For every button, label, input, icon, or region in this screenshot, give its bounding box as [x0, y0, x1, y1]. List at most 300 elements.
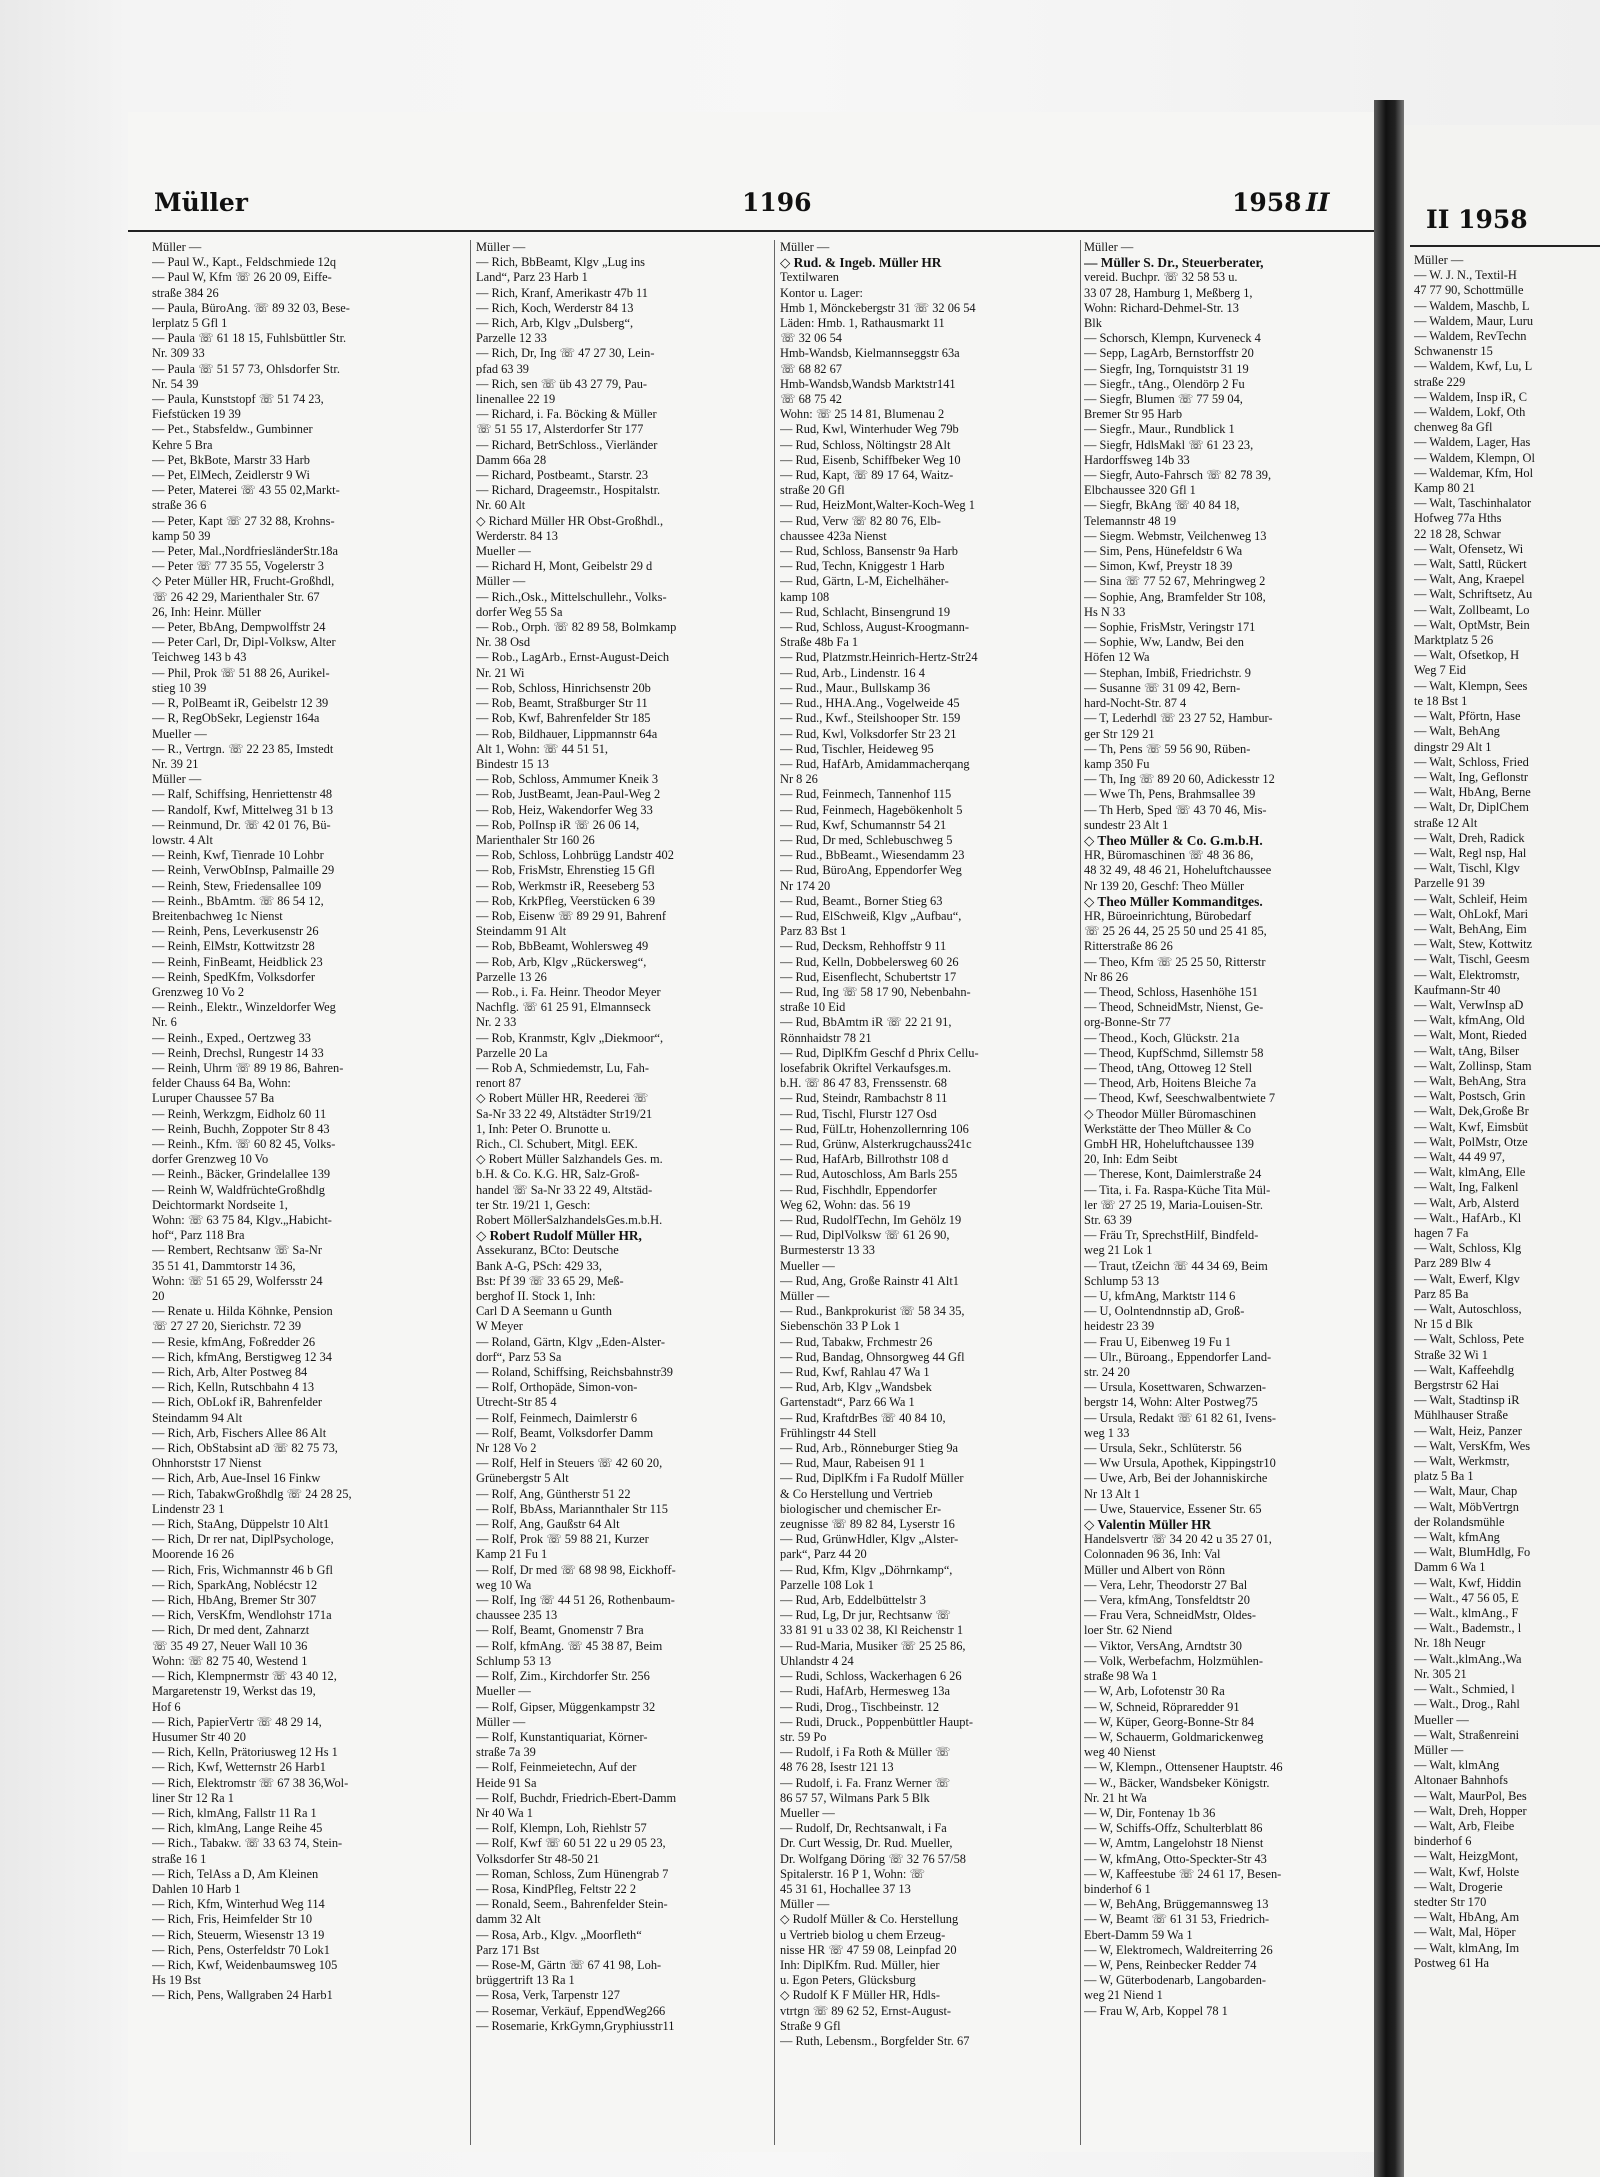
entry-line: — Rosemarie, KrkGymn,Gryphiusstr11: [476, 2018, 675, 2033]
entry-line: straße 16 1: [152, 1851, 207, 1866]
entry-line: 45 31 61, Hochallee 37 13: [780, 1881, 911, 1896]
entry-line: — Rob, Beamt, Straßburger Str 11: [476, 696, 648, 711]
entry-line: Rönnhaidstr 78 21: [780, 1030, 872, 1045]
entry-line: Müller —: [476, 1714, 526, 1729]
entry-line: sundestr 23 Alt 1: [1084, 817, 1169, 832]
entry-line: felder Chauss 64 Ba, Wohn:: [152, 1076, 291, 1091]
entry-line: Mueller —: [152, 726, 207, 741]
entry-line: ter Str. 19/21 1, Gesch:: [476, 1197, 591, 1212]
entry-line: — Rud, Kfm, Klgv „Döhrnkamp“,: [780, 1562, 953, 1577]
entry-line: — Rolf, Ing ☏ 44 51 26, Rothenbaum-: [476, 1593, 675, 1608]
entry-line: — Rolf, Beamt, Gnomenstr 7 Bra: [476, 1623, 644, 1638]
next-page-line: — Walt, OptMstr, Bein: [1414, 617, 1530, 632]
entry-line: ☏ 26 42 29, Marienthaler Str. 67: [152, 589, 320, 604]
entry-line: Frühlingstr 44 Stell: [780, 1425, 877, 1440]
entry-line: Mueller —: [476, 544, 531, 559]
entry-line: — R., Vertrgn. ☏ 22 23 85, Imstedt: [152, 741, 334, 756]
entry-line: ◇ Peter Müller HR, Frucht-Großhdl,: [152, 574, 335, 589]
entry-line: Utrecht-Str 85 4: [476, 1395, 557, 1410]
next-page-line: — Walt, Kwf, Hiddin: [1414, 1575, 1522, 1590]
entry-line: — U, Oolntendnnstip aD, Groß-: [1084, 1304, 1245, 1319]
entry-line: ☏ 32 06 54: [780, 331, 842, 346]
entry-line: Dr. Wolfgang Döring ☏ 32 76 57/58: [780, 1851, 967, 1866]
entry-line: Blk: [1084, 316, 1102, 331]
column-divider-1: [470, 240, 471, 2145]
next-page-line: — Walt, Arb, Alsterd: [1414, 1195, 1520, 1210]
entry-line: Assekuranz, BCto: Deutsche: [476, 1243, 619, 1258]
entry-line: ◇ Rudolf Müller & Co. Herstellung: [780, 1912, 959, 1927]
entry-line: — Peter, Mal.,NordfriesländerStr.18a: [152, 544, 339, 559]
entry-line: Kamp 21 Fu 1: [476, 1547, 548, 1562]
entry-line: Dr. Curt Wessig, Dr. Rud. Mueller,: [780, 1836, 953, 1851]
entry-line: Nr 86 26: [1084, 969, 1129, 984]
entry-line: Hmb 1, Mönckebergstr 31 ☏ 32 06 54: [780, 300, 976, 315]
entry-line: — W., Bäcker, Wandsbeker Königstr.: [1084, 1775, 1270, 1790]
entry-line: — Rud., Bankprokurist ☏ 58 34 35,: [780, 1304, 965, 1319]
entry-line: — Rich, Fris, Heimfelder Str 10: [152, 1912, 313, 1927]
entry-line: — Rich, sen ☏ üb 43 27 79, Pau-: [476, 376, 648, 391]
entry-line: — Theod, tAng, Ottoweg 12 Stell: [1084, 1060, 1253, 1075]
entry-line: Carl D A Seemann u Gunth: [476, 1304, 612, 1319]
entry-line: Volksdorfer Str 48-50 21: [476, 1851, 600, 1866]
next-page-line: — Walt, Schloss, Fried: [1414, 754, 1529, 769]
entry-line: — Therese, Kont, Daimlerstraße 24: [1084, 1167, 1262, 1182]
entry-line: — Paul W., Kapt., Feldschmiede 12q: [152, 255, 337, 270]
next-page-line: Mueller —: [1414, 1712, 1469, 1727]
entry-line: Nr. 2 33: [476, 1015, 517, 1030]
next-page-line: 22 18 28, Schwar: [1414, 526, 1501, 541]
entry-line: — Rudi, Schloss, Wackerhagen 6 26: [780, 1669, 962, 1684]
entry-line: ◇ Theodor Müller Büromaschinen: [1084, 1106, 1257, 1121]
next-page-line: — Waldem, Lokf, Oth: [1414, 405, 1526, 420]
entry-line: — T, Lederhdl ☏ 23 27 52, Hambur-: [1084, 711, 1273, 726]
entry-line: — Rud, Ing ☏ 58 17 90, Nebenbahn-: [780, 984, 971, 999]
next-page-line: — Walt, Ofsetkop, H: [1414, 648, 1520, 663]
entry-line: ☏ 35 49 27, Neuer Wall 10 36: [152, 1638, 308, 1653]
entry-line: Kehre 5 Bra: [152, 437, 213, 452]
next-page-partial: [1404, 125, 1600, 2177]
entry-line: — Rudi, Drog., Tischbeinstr. 12: [780, 1699, 940, 1714]
entry-line: — Rich, Steuerm, Wiesenstr 13 19: [152, 1927, 325, 1942]
next-page-line: — Walt, Stew, Kottwitz: [1414, 937, 1533, 952]
entry-line: — Schorsch, Klempn, Kurveneck 4: [1084, 331, 1261, 346]
entry-line: ◇ Richard Müller HR Obst-Großhdl.,: [476, 513, 664, 528]
entry-line: — W, Schneid, Röpraredder 91: [1084, 1699, 1240, 1714]
entry-line: — Rich, ObLokf iR, Bahrenfelder: [152, 1395, 322, 1410]
entry-line: — Wwe Th, Pens, Brahmsallee 39: [1084, 787, 1256, 802]
entry-line: b.H. ☏ 86 47 83, Frenssenstr. 68: [780, 1076, 947, 1091]
entry-line: Steindamm 91 Alt: [476, 924, 567, 939]
entry-line: Wohn: ☏ 25 14 81, Blumenau 2: [780, 407, 945, 422]
entry-line: — Rolf, kfmAng. ☏ 45 38 87, Beim: [476, 1638, 663, 1653]
entry-line: — Th, Pens ☏ 59 56 90, Rüben-: [1084, 741, 1251, 756]
column-divider-2: [774, 240, 775, 2145]
entry-line: — Rudi, HafArb, Hermesweg 13a: [780, 1684, 950, 1699]
entry-line: — Rud, Kwf, Schumannstr 54 21: [780, 817, 947, 832]
entry-line: — Reinh., Elektr., Winzeldorfer Weg: [152, 1000, 336, 1015]
entry-line: — Rich, Kelln, Rutschbahn 4 13: [152, 1380, 315, 1395]
entry-line: — Rudi, Druck., Poppenbüttler Haupt-: [780, 1714, 974, 1729]
next-page-line: — Walt., Bademstr., l: [1414, 1621, 1522, 1636]
entry-line: — Rosa, KindPfleg, Feltstr 22 2: [476, 1881, 637, 1896]
entry-line: — Paula, BüroAng. ☏ 89 32 03, Bese-: [152, 300, 350, 315]
entry-line: Husumer Str 40 20: [152, 1729, 246, 1744]
entry-line: — R, PolBeamt iR, Geibelstr 12 39: [152, 696, 329, 711]
entry-line: chaussee 235 13: [476, 1608, 558, 1623]
entry-line: — Sophie, FrisMstr, Veringstr 171: [1084, 620, 1256, 635]
entry-line: chaussee 423a Nienst: [780, 528, 887, 543]
entry-line: — Ursula, Kosettwaren, Schwarzen-: [1084, 1380, 1267, 1395]
entry-line: — Reinh, Werkzgm, Eidholz 60 11: [152, 1106, 327, 1121]
next-page-line: — Walt.,klmAng.,Wa: [1414, 1651, 1522, 1666]
entry-line: — Siegfr., tAng., Olendörp 2 Fu: [1084, 376, 1245, 391]
entry-line: — Rud, HeizMont,Walter-Koch-Weg 1: [780, 498, 975, 513]
next-page-line: — Walt., Drog., Rahl: [1414, 1697, 1520, 1712]
entry-line: — Siegm. Webmstr, Veilchenweg 13: [1084, 528, 1267, 543]
entry-line: 20: [152, 1289, 165, 1304]
next-page-line: — Walt, Straßenreini: [1414, 1727, 1520, 1742]
entry-line: Parzelle 108 Lok 1: [780, 1577, 874, 1592]
entry-line: Uhlandstr 4 24: [780, 1653, 854, 1668]
next-page-line: dingstr 29 Alt 1: [1414, 739, 1492, 754]
entry-line: — Sophie, Ang, Bramfelder Str 108,: [1084, 589, 1266, 604]
next-page-line: — Walt, VerwInsp aD: [1414, 997, 1524, 1012]
entry-line: ◇ Theo Müller Kommanditges.: [1084, 893, 1263, 909]
entry-line: — Tita, i. Fa. Raspa-Küche Tita Mül-: [1084, 1182, 1271, 1197]
entry-line: — Volk, Werbefachm, Holzmühlen-: [1084, 1653, 1263, 1668]
entry-line: Nr. 309 33: [152, 346, 205, 361]
header-name: Müller: [154, 188, 248, 217]
next-page-line: — Walt., 47 56 05, E: [1414, 1590, 1519, 1605]
entry-line: Lindenstr 23 1: [152, 1501, 225, 1516]
entry-line: Hof 6: [152, 1699, 181, 1714]
entry-line: — Rud, Arb, Klgv „Wandsbek: [780, 1380, 932, 1395]
entry-line: — Rudolf, i. Fa. Franz Werner ☏: [780, 1775, 951, 1790]
next-page-line: — Walt, PolMstr, Otze: [1414, 1134, 1528, 1149]
entry-line: — W, Elektromech, Waldreiterring 26: [1084, 1942, 1273, 1957]
entry-line: dorfer Weg 55 Sa: [476, 604, 563, 619]
entry-line: 33 81 91 u 33 02 38, Kl Reichenstr 1: [780, 1623, 964, 1638]
entry-line: brüggertrift 13 Ra 1: [476, 1973, 575, 1988]
next-page-line: — Walt, Zollbeamt, Lo: [1414, 602, 1530, 617]
entry-line: — Rolf, Prok ☏ 59 88 21, Kurzer: [476, 1532, 649, 1547]
entry-line: — Rich, Pens, Osterfeldstr 70 Lok1: [152, 1942, 330, 1957]
entry-line: Straße 9 Gfl: [780, 2018, 841, 2033]
next-page-line: — Walt, MaurPol, Bes: [1414, 1788, 1527, 1803]
entry-line: ◇ Theo Müller & Co. G.m.b.H.: [1084, 832, 1263, 848]
entry-line: Elbchaussee 320 Gfl 1: [1084, 483, 1196, 498]
entry-line: Parz 171 Bst: [476, 1942, 540, 1957]
entry-line: — Reinh W, WaldfrüchteGroßhdlg: [152, 1182, 325, 1197]
entry-line: — Siegfr, BkAng ☏ 40 84 18,: [1084, 498, 1240, 513]
entry-line: — Frau U, Eibenweg 19 Fu 1: [1084, 1334, 1231, 1349]
entry-line: — W, Klempn., Ottensener Hauptstr. 46: [1084, 1760, 1283, 1775]
entry-line: weg 10 Wa: [476, 1577, 532, 1592]
entry-line: Nachflg. ☏ 61 25 91, Elmannseck: [476, 1000, 651, 1015]
entry-line: Hs N 33: [1084, 604, 1126, 619]
entry-line: — Sepp, LagArb, Bernstorffstr 20: [1084, 346, 1254, 361]
entry-line: — Roman, Schloss, Zum Hünengrab 7: [476, 1866, 669, 1881]
entry-line: — Rich, SparkAng, Noblécstr 12: [152, 1577, 318, 1592]
entry-line: ☏ 68 82 67: [780, 361, 842, 376]
next-page-line: Postweg 61 Ha: [1414, 1955, 1490, 1970]
next-page-line: — Walt, Werkmstr,: [1414, 1454, 1510, 1469]
entry-line: — Rich, Kelln, Prätoriusweg 12 Hs 1: [152, 1745, 338, 1760]
next-page-line: Schwanenstr 15: [1414, 344, 1493, 359]
entry-line: — Ralf, Schiffsing, Henriettenstr 48: [152, 787, 333, 802]
entry-line: — Rud, BbAmtm iR ☏ 22 21 91,: [780, 1015, 952, 1030]
next-page-line: — Walt, HbAng, Berne: [1414, 785, 1531, 800]
entry-line: — Rich, Kfm, Winterhud Weg 114: [152, 1897, 325, 1912]
entry-line: — Rob, Eisenw ☏ 89 29 91, Bahrenf: [476, 908, 666, 923]
entry-line: Mueller —: [476, 1684, 531, 1699]
entry-line: — W, Güterbodenarb, Langobarden-: [1084, 1973, 1267, 1988]
entry-line: — Rud, Techn, Kniggestr 1 Harb: [780, 559, 945, 574]
entry-line: — Rich, klmAng, Lange Reihe 45: [152, 1821, 323, 1836]
entry-line: ☏ 27 27 20, Sierichstr. 72 39: [152, 1319, 302, 1334]
entry-line: Bindestr 15 13: [476, 756, 549, 771]
entry-line: — Traut, tZeichn ☏ 44 34 69, Beim: [1084, 1258, 1268, 1273]
entry-line: Teichweg 143 b 43: [152, 650, 247, 665]
entry-line: — Rolf, Gipser, Müggenkampstr 32: [476, 1699, 656, 1714]
entry-line: — Paula ☏ 51 57 73, Ohlsdorfer Str.: [152, 361, 340, 376]
entry-line: Bank A-G, PSch: 429 33,: [476, 1258, 602, 1273]
entry-line: — Rud, Steindr, Rambachstr 8 11: [780, 1091, 948, 1106]
entry-line: — Rud, HafArb, Amidammacherqang: [780, 756, 970, 771]
entry-line: — Rich, Arb, Fischers Allee 86 Alt: [152, 1425, 327, 1440]
entry-line: Müller —: [780, 1897, 830, 1912]
entry-line: — W, Schiffs-Offz, Schulterblatt 86: [1084, 1821, 1263, 1836]
entry-line: Läden: Hmb. 1, Rathausmarkt 11: [780, 316, 945, 331]
entry-line: Werderstr. 84 13: [476, 528, 558, 543]
entry-line: — Theod, Schloss, Hasenhöhe 151: [1084, 984, 1258, 999]
entry-line: kamp 108: [780, 589, 830, 604]
entry-line: — Reinh., Kfm. ☏ 60 82 45, Volks-: [152, 1136, 336, 1151]
next-page-line: — Walt, Dr, DiplChem: [1414, 800, 1529, 815]
entry-line: — Rud, Schloss, August-Kroogmann-: [780, 620, 969, 635]
entry-line: — Reinh., BbAmtm. ☏ 86 54 12,: [152, 893, 324, 908]
entry-line: Kontor u. Lager:: [780, 285, 863, 300]
entry-line: 20, Inh: Edm Seibt: [1084, 1152, 1178, 1167]
entry-line: — Rob, KrkPfleg, Veerstücken 6 39: [476, 893, 656, 908]
entry-line: — Rud, Arb., Rönneburger Stieg 9a: [780, 1441, 959, 1456]
entry-line: — Rich, Dr med dent, Zahnarzt: [152, 1623, 310, 1638]
entry-line: — Sim, Pens, Hünefeldstr 6 Wa: [1084, 544, 1243, 559]
next-page-line: — Walt, BehAng, Stra: [1414, 1073, 1526, 1088]
entry-line: — Theod., Koch, Glückstr. 21a: [1084, 1030, 1240, 1045]
next-page-line: — Walt, Ing, Geflonstr: [1414, 769, 1529, 784]
entry-line: pfad 63 39: [476, 361, 529, 376]
entry-line: vereid. Buchpr. ☏ 32 58 53 u.: [1084, 270, 1238, 285]
entry-line: — Rud, RudolfTechn, Im Gehölz 19: [780, 1213, 962, 1227]
entry-line: park“, Parz 44 20: [780, 1547, 867, 1562]
entry-line: — Rud, Bandag, Ohnsorgweg 44 Gfl: [780, 1349, 965, 1364]
entry-line: 35 51 41, Dammtorstr 14 36,: [152, 1258, 296, 1273]
next-page-line: — Walt., Schmied, l: [1414, 1682, 1515, 1697]
entry-line: — Rud, Schlacht, Binsengrund 19: [780, 604, 951, 619]
entry-line: — Rob, Kwf, Bahrenfelder Str 185: [476, 711, 651, 726]
entry-line: Nr 8 26: [780, 772, 818, 787]
entry-line: weg 40 Nienst: [1084, 1745, 1156, 1760]
entry-line: org-Bonne-Str 77: [1084, 1015, 1171, 1030]
entry-line: — Richard, Drageemstr., Hospitalstr.: [476, 483, 661, 498]
next-page-line: Parzelle 91 39: [1414, 876, 1485, 891]
next-page-line: — Walt, OhLokf, Mari: [1414, 906, 1529, 921]
entry-line: — Rolf, Kunstantiquariat, Körner-: [476, 1729, 648, 1744]
entry-line: Mueller —: [780, 1805, 835, 1820]
next-page-line: — Walt, Maur, Chap: [1414, 1484, 1518, 1499]
entry-line: HR, Büroeinrichtung, Bürobedarf: [1084, 908, 1252, 923]
entry-line: kamp 50 39: [152, 528, 211, 543]
entry-line: Parzelle 13 26: [476, 969, 547, 984]
entry-line: — Rud, Ang, Große Rainstr 41 Alt1: [780, 1273, 959, 1288]
next-page-line: — Walt, klmAng, Im: [1414, 1940, 1520, 1955]
next-page-line: platz 5 Ba 1: [1414, 1469, 1474, 1484]
entry-line: — W, Schauerm, Goldmarickenweg: [1084, 1729, 1264, 1744]
entry-line: — Rosemar, Verkäuf, EppendWeg266: [476, 2003, 666, 2018]
next-page-line: Nr. 305 21: [1414, 1666, 1467, 1681]
entry-line: — Rud., Maur., Bullskamp 36: [780, 680, 931, 695]
entry-line: — Rich, Kwf, Weidenbaumsweg 105: [152, 1957, 338, 1972]
entry-line: Schlump 53 13: [1084, 1273, 1160, 1288]
entry-line: — Rudolf, i Fa Roth & Müller ☏: [780, 1745, 951, 1760]
entry-line: — Rud, Beamt., Borner Stieg 63: [780, 893, 943, 908]
next-page-line: Hofweg 77a Hths: [1414, 511, 1502, 526]
entry-line: — Rud, HafArb, Billrothstr 108 d: [780, 1152, 949, 1167]
entry-line: — Rud-Maria, Musiker ☏ 25 25 86,: [780, 1638, 966, 1653]
entry-line: — Reinh, Buchh, Zoppoter Str 8 43: [152, 1121, 330, 1136]
next-page-line: straße 229: [1414, 374, 1466, 389]
entry-line: nisse HR ☏ 47 59 08, Leinpfad 20: [780, 1942, 957, 1957]
next-page-line: — Waldemar, Kfm, Hol: [1414, 465, 1534, 480]
entry-line: Siebenschön 33 P Lok 1: [780, 1319, 900, 1334]
next-page-line: Marktplatz 5 26: [1414, 633, 1494, 648]
entry-line: — Rud, Arb, Eddelbüttelstr 3: [780, 1593, 926, 1608]
entry-line: Müller —: [1084, 240, 1134, 254]
entry-line: — W, Pens, Reinbecker Redder 74: [1084, 1957, 1257, 1972]
entry-line: Bremer Str 95 Harb: [1084, 407, 1183, 422]
next-page-line: — Waldem, Lager, Has: [1414, 435, 1531, 450]
next-page-line: Nr 15 d Blk: [1414, 1317, 1473, 1332]
entry-line: hard-Nocht-Str. 87 4: [1084, 696, 1187, 711]
entry-line: — Roland, Gärtn, Klgv „Eden-Alster-: [476, 1334, 666, 1349]
entry-line: — Rolf, Klempn, Loh, Riehlstr 57: [476, 1821, 647, 1836]
entry-line: bergstr 14, Wohn: Alter Postweg75: [1084, 1395, 1258, 1410]
entry-line: 33 07 28, Hamburg 1, Meßberg 1,: [1084, 285, 1253, 300]
entry-line: — Rud, Verw ☏ 82 80 76, Elb-: [780, 513, 941, 528]
column-2: [476, 240, 768, 2034]
entry-line: — Rud, Platzmstr.Heinrich-Hertz-Str24: [780, 650, 978, 665]
entry-line: — Rud, BüroAng, Eppendorfer Weg: [780, 863, 962, 878]
entry-line: GmbH HR, Hoheluftchaussee 139: [1084, 1136, 1254, 1151]
entry-line: — Reinh, Kwf, Tienrade 10 Lohbr: [152, 848, 324, 863]
entry-line: lerplatz 5 Gfl 1: [152, 316, 228, 331]
entry-line: — Rob., LagArb., Ernst-August-Deich: [476, 650, 670, 665]
entry-line: — Rud, Kelln, Dobbelersweg 60 26: [780, 954, 959, 969]
entry-line: — Rich, TabakwGroßhdlg ☏ 24 28 25,: [152, 1486, 352, 1501]
entry-line: — Ulr., Büroang., Eppendorfer Land-: [1084, 1349, 1272, 1364]
next-page-line: Kaufmann-Str 40: [1414, 982, 1501, 997]
next-page-line: Kamp 80 21: [1414, 481, 1476, 496]
entry-line: — Vera, kfmAng, Tonsfeldtstr 20: [1084, 1593, 1250, 1608]
entry-line: Nr. 38 Osd: [476, 635, 531, 650]
entry-line: vtrtgn ☏ 89 62 52, Ernst-August-: [780, 2003, 952, 2018]
entry-line: — Rich, Elektromstr ☏ 67 38 36,Wol-: [152, 1775, 349, 1790]
next-page-line: — Waldem, RevTechn: [1414, 329, 1527, 344]
next-page-line: — Waldem, Insp iR, C: [1414, 389, 1528, 404]
entry-line: ☏ 25 26 44, 25 25 50 und 25 41 85,: [1084, 924, 1267, 939]
entry-line: — Frau Vera, SchneidMstr, Oldes-: [1084, 1608, 1257, 1623]
entry-line: weg 21 Niend 1: [1084, 1988, 1163, 2003]
next-page-line: — Walt, Elektromstr,: [1414, 967, 1520, 982]
column-3: [780, 240, 1072, 2049]
entry-line: Hardorffsweg 14b 33: [1084, 452, 1190, 467]
entry-line: — Siegfr., Maur., Rundblick 1: [1084, 422, 1235, 437]
directory-page: [128, 112, 1374, 2152]
next-page-line: — Walt, Schloss, Pete: [1414, 1332, 1524, 1347]
entry-line: damm 32 Alt: [476, 1912, 541, 1927]
entry-line: Bst: Pf 39 ☏ 33 65 29, Meß-: [476, 1273, 624, 1288]
entry-line: Textilwaren: [780, 270, 839, 285]
entry-line: — Rud, GrünwHdler, Klgv „Alster-: [780, 1532, 959, 1547]
entry-line: — Rud, Maur, Rabeisen 91 1: [780, 1456, 926, 1471]
entry-line: lowstr. 4 Alt: [152, 832, 213, 847]
entry-line: 1, Inh: Peter O. Brunotte u.: [476, 1121, 611, 1136]
next-page-line: — Walt, Ewerf, Klgv: [1414, 1271, 1520, 1286]
entry-line: — Peter, Kapt ☏ 27 32 88, Krohns-: [152, 513, 335, 528]
entry-line: — Paula, Kunststopf ☏ 51 74 23,: [152, 392, 324, 407]
entry-line: liner Str 12 Ra 1: [152, 1790, 234, 1805]
entry-line: Wohn: ☏ 82 75 40, Westend 1: [152, 1653, 308, 1668]
entry-line: Parzelle 12 33: [476, 331, 547, 346]
entry-line: Ebert-Damm 59 Wa 1: [1084, 1927, 1193, 1942]
next-page-line: straße 12 Alt: [1414, 815, 1478, 830]
next-page-line: — Waldem, Maschb, L: [1414, 298, 1530, 313]
entry-line: — Rolf, Kwf ☏ 60 51 22 u 29 05 23,: [476, 1836, 666, 1851]
entry-line: — Rolf, Helf in Steuers ☏ 42 60 20,: [476, 1456, 663, 1471]
next-page-line: stedter Str 170: [1414, 1894, 1487, 1909]
next-page-line: Straße 32 Wi 1: [1414, 1347, 1488, 1362]
entry-line: — Rud, ElSchweiß, Klgv „Aufbau“,: [780, 908, 962, 923]
column-1: [152, 240, 444, 2004]
entry-line: weg 21 Lok 1: [1084, 1243, 1153, 1258]
entry-line: — Reinh, ElMstr, Kottwitzstr 28: [152, 939, 315, 954]
next-page-line: — Walt, tAng, Bilser: [1414, 1043, 1520, 1058]
entry-line: dorfer Grenzweg 10 Vo: [152, 1152, 269, 1167]
entry-line: — Rich, Dr, Ing ☏ 47 27 30, Lein-: [476, 346, 655, 361]
entry-line: — Ursula, Sekr., Schlüterstr. 56: [1084, 1441, 1242, 1456]
entry-line: — Reinh., Bäcker, Grindelallee 139: [152, 1167, 331, 1182]
entry-line: ler ☏ 27 25 19, Maria-Louisen-Str.: [1084, 1197, 1263, 1212]
entry-line: — Rich, Arb, Klgv „Dulsberg“,: [476, 316, 634, 331]
entry-line: — Theo, Kfm ☏ 25 25 50, Ritterstr: [1084, 954, 1266, 969]
entry-line: — Rolf, Beamt, Volksdorfer Damm: [476, 1425, 654, 1440]
next-page-line: — Walt., klmAng., F: [1414, 1606, 1519, 1621]
entry-line: — Rud, Feinmech, Hagebökenholt 5: [780, 802, 963, 817]
entry-line: — W, Beamt ☏ 61 31 53, Friedrich-: [1084, 1912, 1270, 1927]
next-page-line: — Walt, 44 49 97,: [1414, 1149, 1506, 1164]
entry-line: — W, BehAng, Brüggemannsweg 13: [1084, 1897, 1269, 1912]
entry-line: — Rolf, Buchdr, Friedrich-Ebert-Damm: [476, 1790, 677, 1805]
next-page-line: — Walt, Zollinsp, Stam: [1414, 1058, 1532, 1073]
entry-line: zeugnisse ☏ 89 82 84, Lyserstr 16: [780, 1517, 955, 1532]
next-page-line: — Waldem, Kwf, Lu, L: [1414, 359, 1533, 374]
next-page-line: Müller —: [1414, 253, 1464, 267]
next-page-line: — Walt, Dek,Große Br: [1414, 1104, 1529, 1119]
entry-line: Nr. 6: [152, 1015, 177, 1030]
entry-line: — Rolf, BbAss, Mariannthaler Str 115: [476, 1501, 668, 1516]
entry-line: Parzelle 20 La: [476, 1045, 548, 1060]
